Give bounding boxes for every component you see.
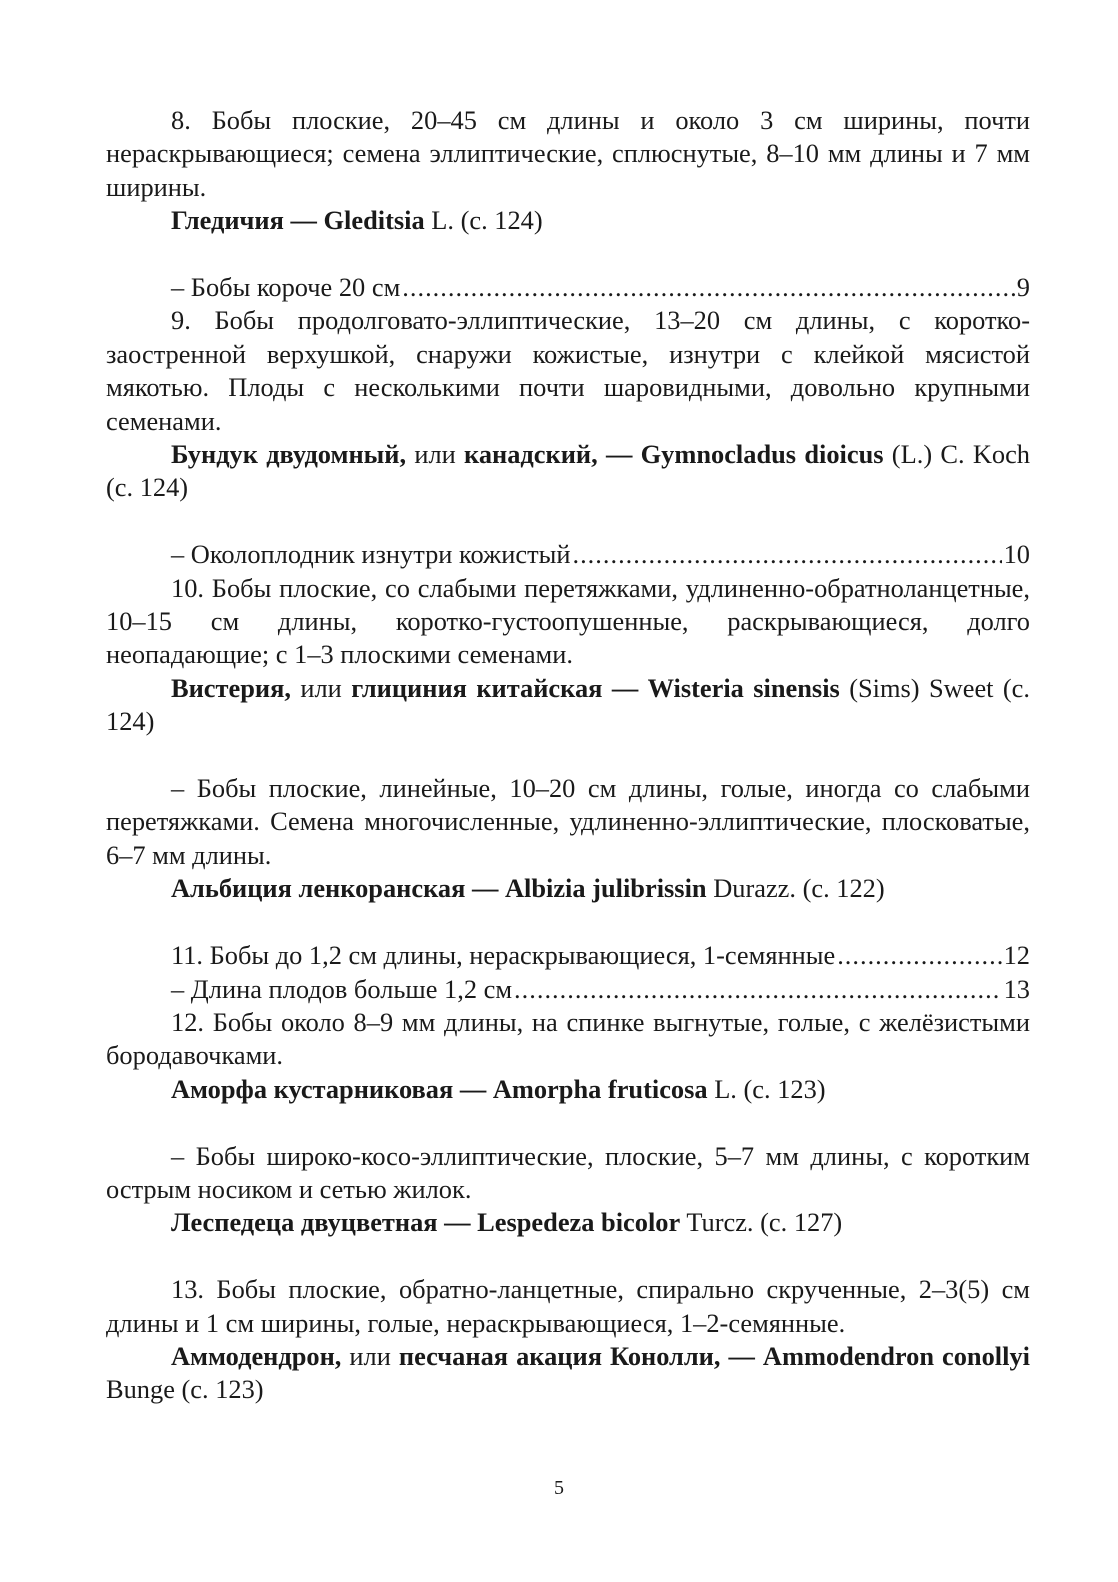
page-number: 5 xyxy=(554,1477,564,1499)
species-note: (Sims) Sweet (с. 124) xyxy=(106,672,1030,737)
key-lead-line xyxy=(106,271,1030,304)
species-name: Вистерия, xyxy=(171,672,291,703)
species-reference xyxy=(106,1340,1030,1407)
key-lead-line xyxy=(106,973,1030,1006)
key-paragraph: 13. Бобы плоские, обратно-ланцетные, спирально скрученные, 2–3(5) см длины и 1 см ширины, голые, нераскрывающиеся, 1–2-семянные. xyxy=(106,1274,1030,1338)
dot-leader xyxy=(402,271,1015,304)
species-note: или xyxy=(341,1340,399,1371)
blank-line xyxy=(106,1240,1030,1273)
species-reference xyxy=(106,204,1030,237)
lead-text: – Околоплодник изнутри кожистый xyxy=(171,539,571,570)
dot-leader xyxy=(572,538,1001,571)
blank-line xyxy=(106,1106,1030,1139)
species-note: Durazz. (с. 122) xyxy=(706,873,885,904)
species-name: Аморфа кустарниковая — Amorpha fruticosa xyxy=(171,1073,708,1104)
lead-target-number: 10 xyxy=(1003,539,1030,570)
lead-text: 11. Бобы до 1,2 см длины, нераскрывающиеся, 1-семянные xyxy=(171,940,836,971)
species-note: Turcz. (с. 127) xyxy=(680,1207,843,1238)
dot-leader xyxy=(514,973,1002,1006)
blank-line xyxy=(106,906,1030,939)
blank-line xyxy=(106,739,1030,772)
species-note: или xyxy=(290,672,352,703)
species-note: (L.) C. Koch (с. 124) xyxy=(106,439,1030,503)
species-note: L. (с. 123) xyxy=(707,1073,826,1104)
species-note: Bunge (с. 123) xyxy=(106,1374,264,1405)
key-paragraph: 12. Бобы около 8–9 мм длины, на спинке выгнутые, голые, с желёзистыми бородавочками. xyxy=(106,1006,1030,1071)
species-name: глициния китайская — Wisteria sinensis xyxy=(351,672,840,703)
key-paragraph: – Бобы широко-косо-эллиптические, плоские, 5–7 мм длины, с коротким острым носиком и сетью жилок. xyxy=(106,1140,1030,1204)
species-name: песчаная акация Конолли, — Ammodendron conollyi xyxy=(398,1340,1030,1371)
lead-text: – Длина плодов больше 1,2 см xyxy=(171,973,513,1004)
lead-target-number: 13 xyxy=(1003,973,1030,1004)
key-text xyxy=(106,104,1030,1407)
species-note: или xyxy=(406,439,465,470)
blank-line xyxy=(106,238,1030,271)
species-reference xyxy=(106,1206,1030,1239)
species-name: Леспедеца двуцветная — Lespedeza bicolor xyxy=(171,1207,681,1238)
lead-text: – Бобы короче 20 см xyxy=(171,272,401,303)
lead-target-number: 9 xyxy=(1016,272,1030,303)
lead-target-number: 12 xyxy=(1003,940,1030,971)
key-paragraph: 10. Бобы плоские, со слабыми перетяжками, удлиненно-обратноланцетные, 10–15 см длины, коротко-густоопушенные, раскрывающиеся, долго неопадающие; с 1–3 плоскими семенами. xyxy=(106,572,1030,670)
species-note: L. (с. 124) xyxy=(424,205,543,236)
key-paragraph: 9. Бобы продолговато-эллиптические, 13–20 см длины, с коротко-заостренной верхушкой, снаружи кожистые, изнутри с клейкой мясистой мякотью. Плоды с несколькими почти шаровидными, довольно крупными семенами. xyxy=(106,305,1030,436)
species-name: Альбиция ленкоранская — Albizia julibrissin xyxy=(171,873,707,904)
key-lead-line xyxy=(106,538,1030,571)
key-lead-line xyxy=(106,939,1030,972)
species-name: Аммодендрон, xyxy=(171,1340,342,1371)
species-reference xyxy=(106,438,1030,505)
species-name: Бундук двудомный, xyxy=(171,439,407,470)
dot-leader xyxy=(837,939,1001,972)
species-name: канадский, — Gymnocladus dioicus xyxy=(464,439,884,470)
species-reference xyxy=(106,1073,1030,1106)
key-paragraph: 8. Бобы плоские, 20–45 см длины и около 3 см ширины, почти нераскрывающиеся; семена эллиптические, сплюснутые, 8–10 мм длины и 7 мм ширины. xyxy=(106,105,1030,202)
blank-line xyxy=(106,505,1030,538)
species-reference xyxy=(106,872,1030,905)
key-paragraph: – Бобы плоские, линейные, 10–20 см длины, голые, иногда со слабыми перетяжками. Семена многочисленные, удлиненно-эллиптические, плосковатые, 6–7 мм длины. xyxy=(106,773,1030,870)
species-reference xyxy=(106,672,1030,739)
species-name: Гледичия — Gleditsia xyxy=(171,205,425,236)
